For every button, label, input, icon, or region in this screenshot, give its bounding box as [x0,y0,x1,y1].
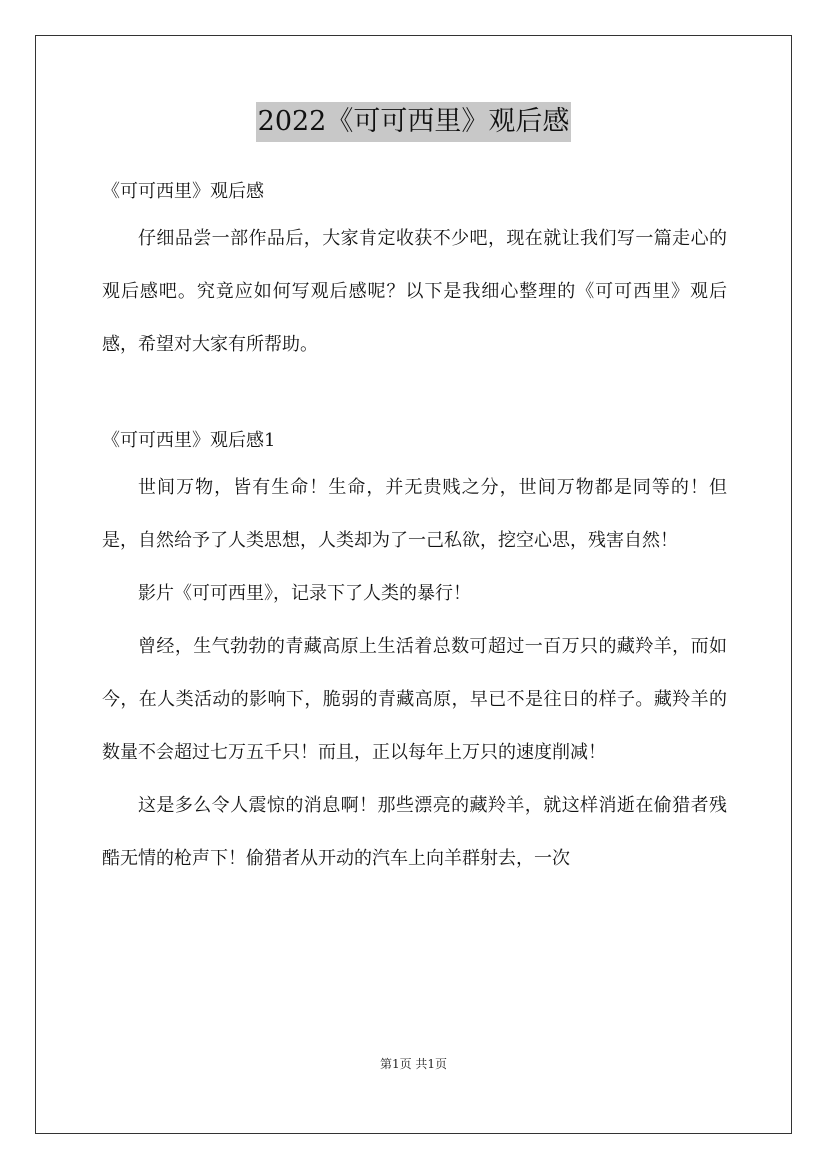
body-paragraph: 影片《可可西里》，记录下了人类的暴行！ [138,583,471,604]
document-title: 2022《可可西里》观后感 [256,102,572,142]
page-footer: 第1页 共1页 [379,1057,448,1071]
body-paragraph: 曾经，生气勃勃的青藏高原上生活着总数可超过一百万只的藏羚羊，而如今，在人类活动的影响下，脆弱的青藏高原，早已不是往日的样子。藏羚羊的数量不会超过七万五千只！而且，正以每年上万只的速度削减！ [102,636,727,763]
intro-paragraph: 仔细品尝一部作品后，大家肯定收获不少吧，现在就让我们写一篇走心的观后感吧。究竟应如何写观后感呢？以下是我细心整理的《可可西里》观后感，希望对大家有所帮助。 [102,228,727,355]
body-paragraph: 世间万物，皆有生命！生命，并无贵贱之分，世间万物都是同等的！但是，自然给予了人类思想，人类却为了一己私欲，挖空心思，残害自然！ [102,477,727,551]
title-container [0,102,827,142]
subheading: 《可可西里》观后感1 [102,430,276,451]
document-body [102,172,727,885]
section-gap [102,371,727,421]
body-paragraph: 这是多么令人震惊的消息啊！那些漂亮的藏羚羊，就这样消逝在偷猎者残酷无情的枪声下！偷猎者从开动的汽车上向羊群射去，一次 [102,795,727,869]
section-heading: 《可可西里》观后感 [102,181,264,202]
